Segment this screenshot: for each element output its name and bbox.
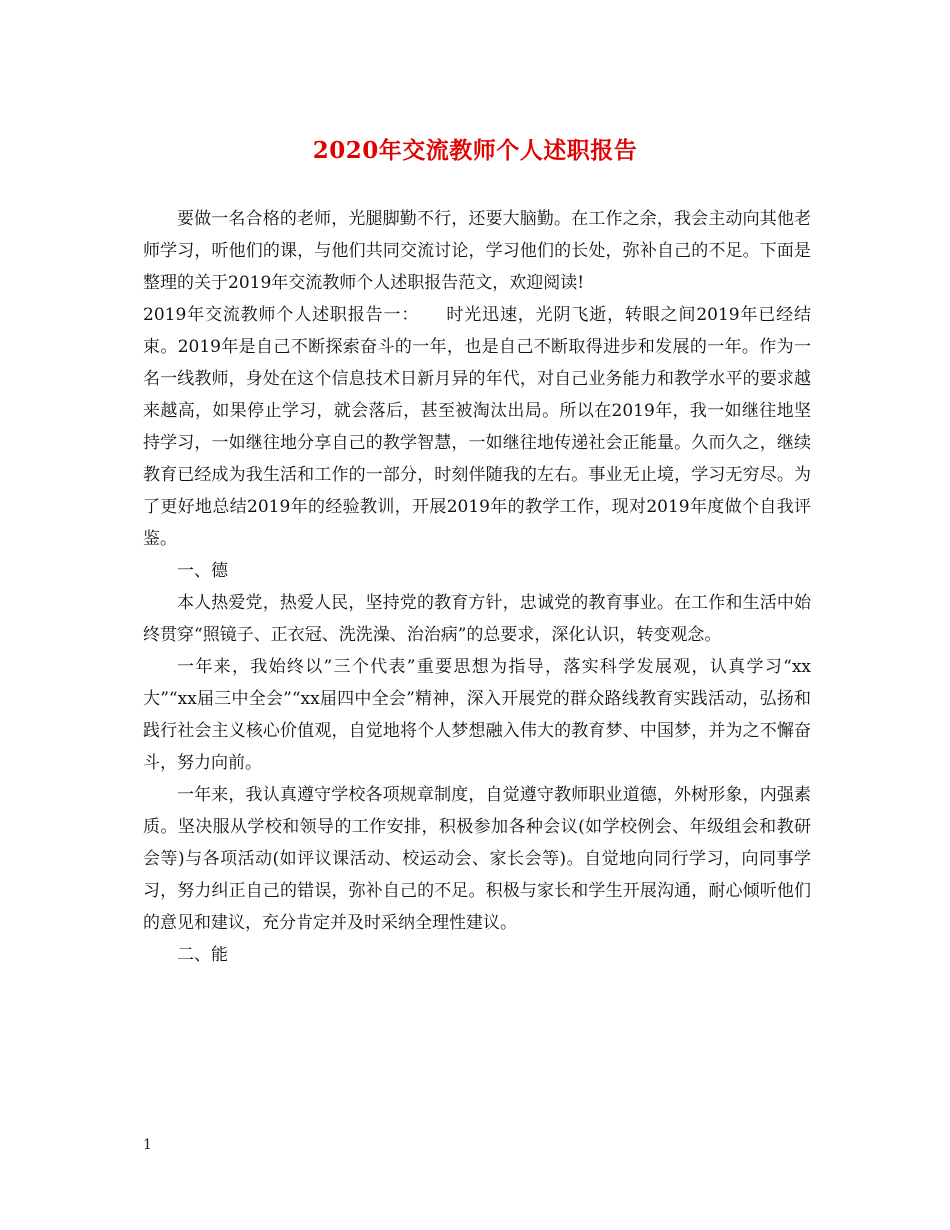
document-body xyxy=(143,203,811,971)
section-heading-virtue: 一、德 xyxy=(177,561,228,581)
virtue-paragraph-2: 一年来，我始终以”三个代表”重要思想为指导，落实科学发展观，认真学习“xx大”“xx届三中全会”“xx届四中全会”精神，深入开展党的群众路线教育实践活动，弘扬和践行社会主义核心价值观，自觉地将个人梦想融入伟大的教育梦、中国梦，并为之不懈奋斗，努力向前。 xyxy=(143,657,811,773)
report-opening-paragraph: 2019年交流教师个人述职报告一： 时光迅速，光阴飞逝，转眼之间2019年已经结束。2019年是自己不断探索奋斗的一年，也是自己不断取得进步和发展的一年。作为一名一线教师，身处在这个信息技术日新月异的年代，对自己业务能力和教学水平的要求越来越高，如果停止学习，就会落后，甚至被淘汰出局。所以在2019年，我一如继往地坚持学习，一如继往地分享自己的教学智慧，一如继往地传递社会正能量。久而久之，继续教育已经成为我生活和工作的一部分，时刻伴随我的左右。事业无止境，学习无穷尽。为了更好地总结2019年的经验教训，开展2019年的教学工作，现对2019年度做个自我评鉴。 xyxy=(143,305,811,549)
virtue-paragraph-3: 一年来，我认真遵守学校各项规章制度，自觉遵守教师职业道德，外树形象，内强素质。坚决服从学校和领导的工作安排，积极参加各种会议(如学校例会、年级组会和教研会等)与各项活动(如评议课活动、校运动会、家长会等)。自觉地向同行学习，向同事学习，努力纠正自己的错误，弥补自己的不足。积极与家长和学生开展沟通，耐心倾听他们的意见和建议，充分肯定并及时采纳全理性建议。 xyxy=(143,785,811,933)
document-title: 2020年交流教师个人述职报告 xyxy=(312,137,638,164)
virtue-paragraph-1: 本人热爱党，热爱人民，坚持党的教育方针，忠诚党的教育事业。在工作和生活中始终贯穿“照镜子、正衣冠、洗洗澡、治治病”的总要求，深化认识，转变观念。 xyxy=(143,593,811,645)
intro-paragraph: 要做一名合格的老师，光腿脚勤不行，还要大脑勤。在工作之余，我会主动向其他老师学习，听他们的课，与他们共同交流讨论，学习他们的长处，弥补自己的不足。下面是整理的关于2019年交流教师个人述职报告范文，欢迎阅读! xyxy=(143,209,811,293)
page-number: 1 xyxy=(143,1137,152,1153)
section-heading-ability: 二、能 xyxy=(177,945,228,965)
